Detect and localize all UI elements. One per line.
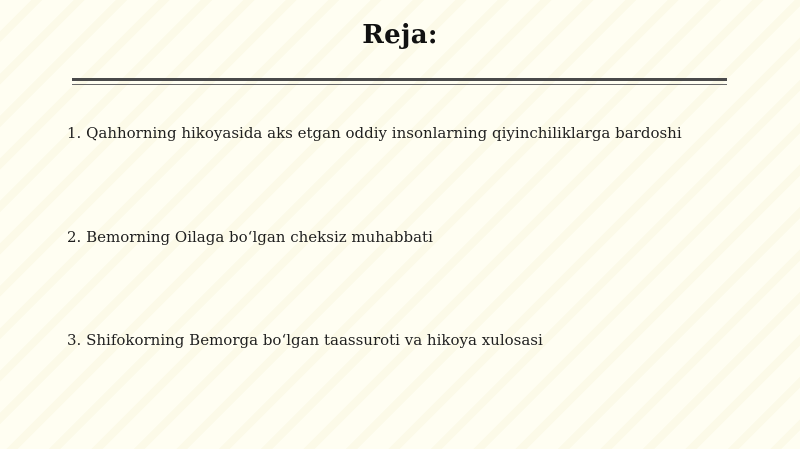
title-divider-thin [72, 84, 727, 85]
slide-title: Reja: [362, 20, 438, 50]
plan-item-2: 2. Bemorning Oilaga bo‘lgan cheksiz muhabbati [67, 228, 433, 246]
plan-item-3: 3. Shifokorning Bemorga bo‘lgan taassuroti va hikoya xulosasi [67, 331, 543, 349]
plan-item-1: 1. Qahhorning hikoyasida aks etgan oddiy insonlarning qiyinchiliklarga bardoshi [67, 124, 682, 142]
title-divider-thick [72, 78, 727, 81]
